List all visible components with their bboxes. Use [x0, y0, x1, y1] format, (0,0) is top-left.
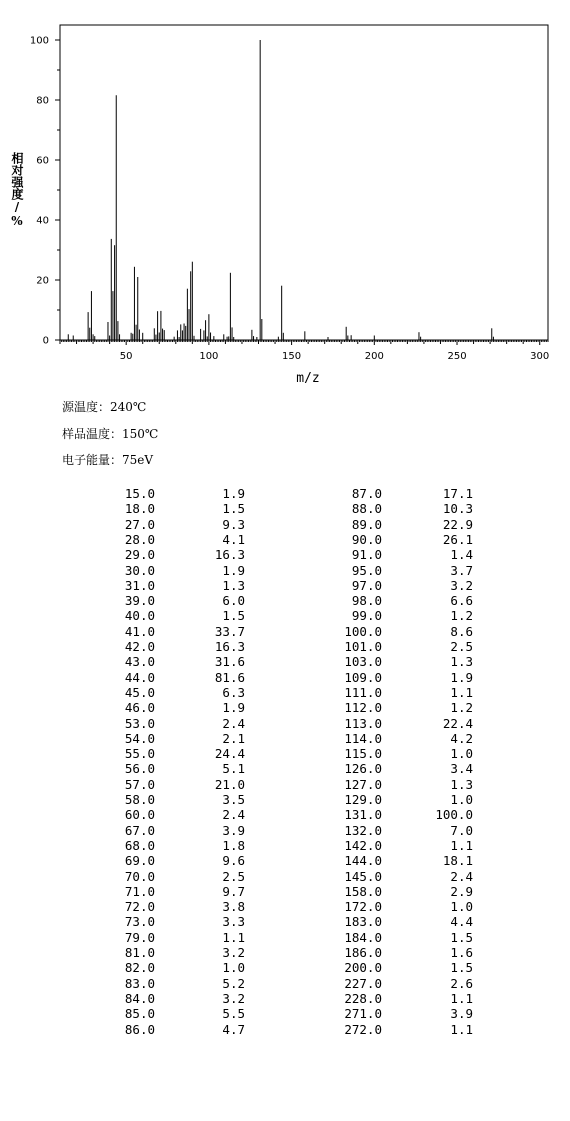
source-temperature: 源温度：240℃: [62, 400, 147, 414]
table-row: [0, 746, 570, 761]
mz-value: 99.0: [351, 608, 382, 624]
mz-value: 272.0: [344, 1021, 382, 1037]
y-tick-label: 20: [36, 275, 49, 287]
intensity-value: 2.9: [450, 883, 473, 899]
mz-value: 186.0: [344, 945, 382, 960]
table-row: [0, 761, 570, 776]
table-row: [0, 731, 570, 746]
mz-value: 111.0: [344, 684, 382, 700]
table-row: [0, 777, 570, 792]
table-row: [0, 991, 570, 1006]
table-row: [0, 486, 570, 501]
electron-energy: 电子能量：75eV: [62, 453, 154, 467]
intensity-value: 1.0: [450, 792, 473, 807]
mz-value: 44.0: [124, 669, 155, 685]
intensity-value: 17.1: [442, 486, 473, 501]
mz-value: 184.0: [344, 929, 382, 945]
mass-spectrum-chart: [0, 0, 570, 395]
mz-value: 271.0: [344, 1006, 382, 1022]
table-row: [0, 624, 570, 639]
intensity-value: 3.8: [222, 899, 245, 915]
table-row: [0, 930, 570, 945]
mz-value: 95.0: [351, 562, 382, 578]
mz-value: 98.0: [351, 593, 382, 609]
mz-value: 58.0: [124, 792, 155, 807]
peak-bars: [68, 40, 493, 340]
intensity-value: 3.2: [222, 990, 245, 1006]
mz-value: 31.0: [124, 577, 155, 593]
intensity-value: 1.6: [450, 945, 473, 960]
table-row: [0, 899, 570, 914]
mz-value: 28.0: [124, 531, 155, 547]
table-row: [0, 869, 570, 884]
mz-value: 142.0: [344, 837, 382, 853]
table-row: [0, 563, 570, 578]
intensity-value: 2.4: [222, 715, 245, 731]
intensity-value: 2.5: [450, 639, 473, 654]
intensity-value: 3.7: [450, 562, 473, 578]
table-row: [0, 670, 570, 685]
mz-value: 46.0: [124, 700, 155, 716]
mz-value: 158.0: [344, 883, 382, 899]
mz-value: 112.0: [344, 700, 382, 716]
mz-value: 45.0: [124, 684, 155, 700]
table-row: [0, 884, 570, 899]
mz-value: 43.0: [124, 654, 155, 670]
intensity-value: 3.3: [222, 914, 245, 930]
mz-value: 131.0: [344, 807, 382, 823]
mz-value: 30.0: [124, 562, 155, 578]
intensity-value: 3.2: [450, 577, 473, 593]
intensity-value: 3.9: [222, 822, 245, 838]
intensity-value: 18.1: [442, 853, 473, 869]
mz-value: 60.0: [124, 807, 155, 823]
mz-value: 227.0: [344, 975, 382, 991]
intensity-value: 3.4: [450, 761, 473, 777]
mz-value: 114.0: [344, 730, 382, 746]
intensity-value: 1.1: [450, 990, 473, 1006]
table-row: [0, 593, 570, 608]
mz-value: 83.0: [124, 975, 155, 991]
intensity-value: 21.0: [214, 776, 245, 792]
intensity-value: 1.0: [450, 899, 473, 915]
mz-value: 88.0: [351, 501, 382, 517]
table-row: [0, 532, 570, 547]
y-axis-ticks: [30, 36, 60, 347]
mz-value: 81.0: [124, 945, 155, 960]
intensity-value: 6.6: [450, 593, 473, 609]
intensity-value: 1.1: [222, 929, 245, 945]
mz-value: 127.0: [344, 776, 382, 792]
x-tick-label: 300: [530, 351, 550, 362]
intensity-value: 5.5: [222, 1006, 245, 1022]
table-row: [0, 517, 570, 532]
intensity-value: 3.2: [222, 945, 245, 960]
mz-value: 15.0: [124, 486, 155, 501]
intensity-value: 1.9: [222, 700, 245, 716]
intensity-value: 1.1: [450, 684, 473, 700]
intensity-value: 9.6: [222, 853, 245, 869]
intensity-value: 16.3: [214, 547, 245, 563]
intensity-value: 10.3: [442, 501, 473, 517]
y-axis-label: 相对强度/%: [10, 152, 24, 228]
table-row: [0, 853, 570, 868]
table-row: [0, 578, 570, 593]
intensity-value: 5.2: [222, 975, 245, 991]
table-row: [0, 838, 570, 853]
acquisition-conditions: [62, 400, 158, 480]
intensity-value: 1.0: [222, 960, 245, 976]
mz-value: 56.0: [124, 761, 155, 777]
table-row: [0, 914, 570, 929]
intensity-value: 4.2: [450, 730, 473, 746]
table-row: [0, 823, 570, 838]
intensity-value: 22.4: [442, 715, 473, 731]
y-tick-label: 80: [36, 95, 49, 107]
mz-value: 200.0: [344, 960, 382, 976]
intensity-value: 24.4: [214, 746, 245, 762]
mz-value: 183.0: [344, 914, 382, 930]
mz-value: 144.0: [344, 853, 382, 869]
mz-value: 57.0: [124, 776, 155, 792]
intensity-value: 1.3: [450, 776, 473, 792]
mz-value: 115.0: [344, 746, 382, 762]
intensity-value: 2.1: [222, 730, 245, 746]
intensity-value: 1.9: [222, 562, 245, 578]
mz-value: 67.0: [124, 822, 155, 838]
sample-temperature: 样品温度：150℃: [62, 426, 159, 441]
mz-value: 91.0: [351, 547, 382, 563]
intensity-value: 16.3: [214, 639, 245, 654]
mz-value: 85.0: [124, 1006, 155, 1022]
table-row: [0, 716, 570, 731]
intensity-value: 1.9: [450, 669, 473, 685]
table-row: [0, 1022, 570, 1037]
intensity-value: 1.5: [450, 960, 473, 976]
table-row: [0, 1006, 570, 1021]
y-tick-label: 40: [36, 215, 49, 227]
mz-value: 86.0: [124, 1021, 155, 1037]
intensity-value: 9.7: [222, 883, 245, 899]
table-row: [0, 501, 570, 516]
y-tick-label: 100: [29, 35, 49, 47]
intensity-value: 1.5: [222, 608, 245, 624]
intensity-value: 5.1: [222, 761, 245, 777]
y-tick-label: 0: [42, 335, 49, 347]
intensity-value: 2.4: [222, 807, 245, 823]
mz-value: 39.0: [124, 593, 155, 609]
intensity-value: 2.4: [450, 868, 473, 884]
mz-value: 89.0: [351, 516, 382, 532]
table-row: [0, 700, 570, 715]
mz-value: 113.0: [344, 715, 382, 731]
intensity-value: 2.6: [450, 975, 473, 991]
mz-value: 18.0: [124, 501, 155, 517]
y-tick-label: 60: [36, 155, 49, 167]
mz-value: 84.0: [124, 990, 155, 1006]
table-row: [0, 976, 570, 991]
mz-value: 73.0: [124, 914, 155, 930]
intensity-value: 3.5: [222, 792, 245, 807]
mz-value: 101.0: [344, 639, 382, 654]
mz-value: 126.0: [344, 761, 382, 777]
mz-value: 129.0: [344, 792, 382, 807]
mz-value: 53.0: [124, 715, 155, 731]
mz-value: 27.0: [124, 516, 155, 532]
table-row: [0, 945, 570, 960]
mz-value: 172.0: [344, 899, 382, 915]
mz-value: 90.0: [351, 531, 382, 547]
mz-value: 42.0: [124, 639, 155, 654]
intensity-value: 33.7: [214, 623, 245, 639]
intensity-value: 8.6: [450, 623, 473, 639]
intensity-value: 6.0: [222, 593, 245, 609]
mz-value: 71.0: [124, 883, 155, 899]
mz-value: 40.0: [124, 608, 155, 624]
plot-frame: [60, 25, 548, 340]
x-tick-label: 100: [199, 351, 219, 362]
x-tick-label: 150: [282, 351, 302, 362]
intensity-value: 1.2: [450, 608, 473, 624]
intensity-value: 7.0: [450, 822, 473, 838]
intensity-value: 1.2: [450, 700, 473, 716]
intensity-value: 6.3: [222, 684, 245, 700]
intensity-value: 1.3: [222, 577, 245, 593]
mz-value: 79.0: [124, 929, 155, 945]
intensity-value: 1.4: [450, 547, 473, 563]
intensity-value: 1.5: [222, 501, 245, 517]
x-tick-label: 50: [119, 351, 133, 362]
mz-value: 109.0: [344, 669, 382, 685]
intensity-value: 26.1: [442, 531, 473, 547]
intensity-value: 22.9: [442, 516, 473, 532]
mz-value: 72.0: [124, 899, 155, 915]
intensity-value: 3.9: [450, 1006, 473, 1022]
table-row: [0, 547, 570, 562]
intensity-value: 1.9: [222, 486, 245, 501]
intensity-value: 4.1: [222, 531, 245, 547]
intensity-value: 4.4: [450, 914, 473, 930]
intensity-value: 2.5: [222, 868, 245, 884]
intensity-value: 9.3: [222, 516, 245, 532]
x-axis-ticks: [60, 340, 549, 362]
mz-value: 54.0: [124, 730, 155, 746]
table-row: [0, 608, 570, 623]
table-row: [0, 807, 570, 822]
mz-value: 103.0: [344, 654, 382, 670]
mz-value: 29.0: [124, 547, 155, 563]
table-row: [0, 685, 570, 700]
mz-value: 70.0: [124, 868, 155, 884]
intensity-value: 81.6: [214, 669, 245, 685]
intensity-value: 1.0: [450, 746, 473, 762]
intensity-value: 100.0: [435, 807, 473, 823]
table-row: [0, 792, 570, 807]
mz-value: 100.0: [344, 623, 382, 639]
mz-value: 228.0: [344, 990, 382, 1006]
mz-value: 41.0: [124, 623, 155, 639]
table-row: [0, 639, 570, 654]
mz-value: 69.0: [124, 853, 155, 869]
x-tick-label: 250: [447, 351, 467, 362]
mz-value: 68.0: [124, 837, 155, 853]
intensity-value: 4.7: [222, 1021, 245, 1037]
mz-value: 82.0: [124, 960, 155, 976]
intensity-value: 1.1: [450, 837, 473, 853]
mz-value: 55.0: [124, 746, 155, 762]
mz-value: 97.0: [351, 577, 382, 593]
intensity-value: 1.8: [222, 837, 245, 853]
x-axis-label: m/z: [296, 371, 320, 386]
intensity-value: 1.5: [450, 929, 473, 945]
mz-value: 145.0: [344, 868, 382, 884]
table-row: [0, 654, 570, 669]
intensity-value: 31.6: [214, 654, 245, 670]
intensity-value: 1.3: [450, 654, 473, 670]
mz-value: 132.0: [344, 822, 382, 838]
x-tick-label: 200: [364, 351, 384, 362]
table-row: [0, 960, 570, 975]
mz-value: 87.0: [351, 486, 382, 501]
intensity-value: 1.1: [450, 1021, 473, 1037]
